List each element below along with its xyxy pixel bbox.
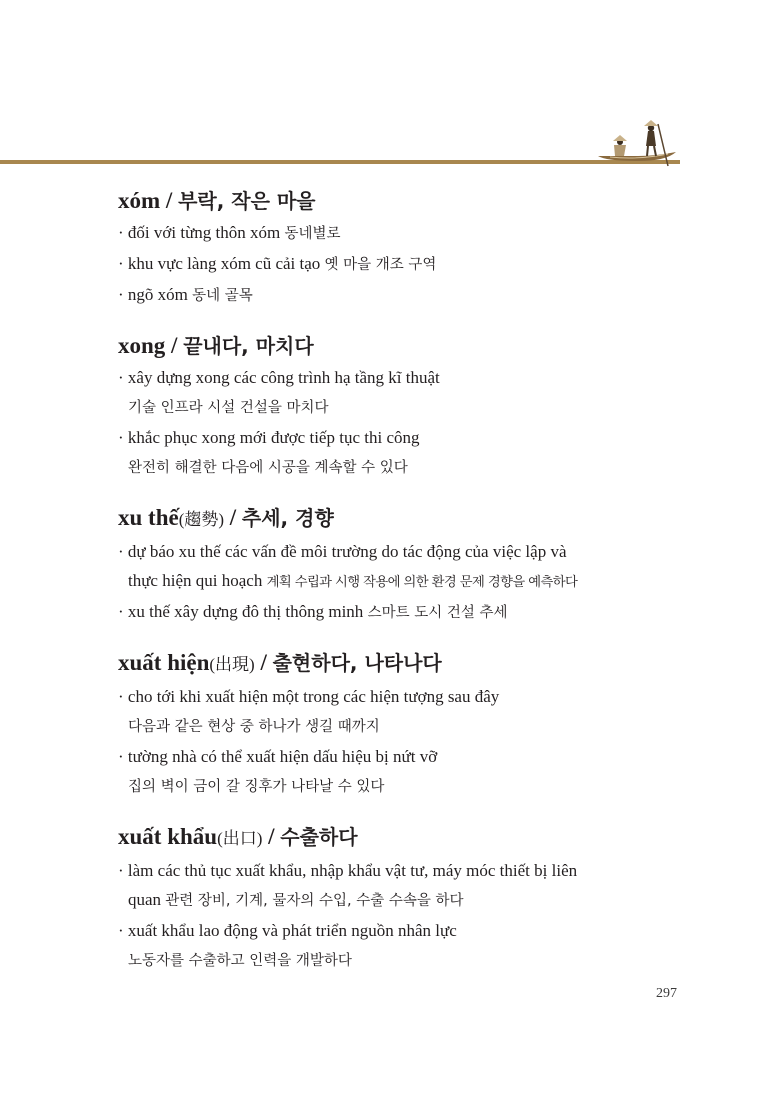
dictionary-entry	[118, 648, 688, 802]
example-line: · dự báo xu thế các vấn đề môi trường do tác động của việc lập và	[118, 542, 567, 561]
example-line: · xuất khẩu lao động và phát triển nguồn nhân lực	[118, 921, 457, 940]
korean-meaning: 끝내다, 마치다	[183, 334, 314, 358]
example-line: · khu vực làng xóm cũ cải tạo 옛 마을 개조 구역	[118, 254, 437, 273]
dictionary-entry	[118, 186, 688, 311]
example-translation: 다음과 같은 현상 중 하나가 생길 때까지	[128, 719, 380, 735]
korean-meaning: 추세, 경향	[241, 506, 334, 530]
example-translation: 집의 벽이 금이 갈 징후가 나타날 수 있다	[128, 779, 385, 795]
example-line: · xây dựng xong các công trình hạ tầng kĩ thuật	[118, 368, 440, 387]
hanja: (出口)	[217, 829, 263, 848]
headword: xuất hiện	[118, 650, 210, 675]
example-line: · ngõ xóm 동네 골목	[118, 285, 253, 304]
example-line: · cho tới khi xuất hiện một trong các hiện tượng sau đây	[118, 687, 500, 706]
header-rule	[0, 160, 680, 164]
hanja: (趨勢)	[178, 510, 225, 529]
example-translation: 노동자를 수출하고 인력을 개발하다	[128, 953, 352, 969]
example-line: · đối với từng thôn xóm 동네별로	[118, 223, 341, 242]
entry-headword: xóm / 부락, 작은 마을	[118, 188, 316, 213]
entry-headword: xuất hiện(出現) / 출현하다, 나타나다	[118, 650, 442, 675]
entry-headword: xu thế(趨勢) / 추세, 경향	[118, 505, 334, 530]
example-translation: 완전히 해결한 다음에 시공을 계속할 수 있다	[128, 460, 408, 476]
page-number: 297	[656, 986, 677, 1001]
example-line-continued: quan 관련 장비, 기계, 물자의 수입, 수출 수속을 하다	[128, 890, 464, 909]
example-line: · làm các thủ tục xuất khẩu, nhập khẩu vật tư, máy móc thiết bị liên	[118, 861, 578, 880]
headword: xóm	[118, 188, 161, 213]
dictionary-content	[118, 186, 688, 996]
example-line: · khắc phục xong mới được tiếp tục thi công	[118, 428, 420, 447]
headword: xong	[118, 333, 166, 358]
headword: xu thế	[118, 505, 179, 530]
example-line-continued: thực hiện qui hoạch 계획 수립과 시행 작용에 의한 환경 문제 경향을 예측하다	[128, 571, 578, 590]
example-line: · xu thế xây dựng đô thị thông minh 스마트 도시 건설 추세	[118, 602, 508, 621]
entry-headword: xong / 끝내다, 마치다	[118, 333, 314, 358]
entry-headword: xuất khẩu(出口) / 수출하다	[118, 824, 358, 849]
hanja: (出現)	[209, 655, 255, 674]
headword: xuất khẩu	[118, 824, 218, 849]
example-translation: 기술 인프라 시설 건설을 마치다	[128, 400, 329, 416]
dictionary-entry	[118, 503, 688, 628]
dictionary-entry	[118, 331, 688, 483]
korean-meaning: 수출하다	[280, 825, 358, 849]
example-line: · tường nhà có thể xuất hiện dấu hiệu bị nứt vỡ	[118, 747, 438, 766]
boat-rower-icon	[596, 116, 680, 168]
dictionary-entry	[118, 822, 688, 976]
korean-meaning: 부락, 작은 마을	[178, 189, 316, 213]
korean-meaning: 출현하다, 나타나다	[272, 651, 442, 675]
